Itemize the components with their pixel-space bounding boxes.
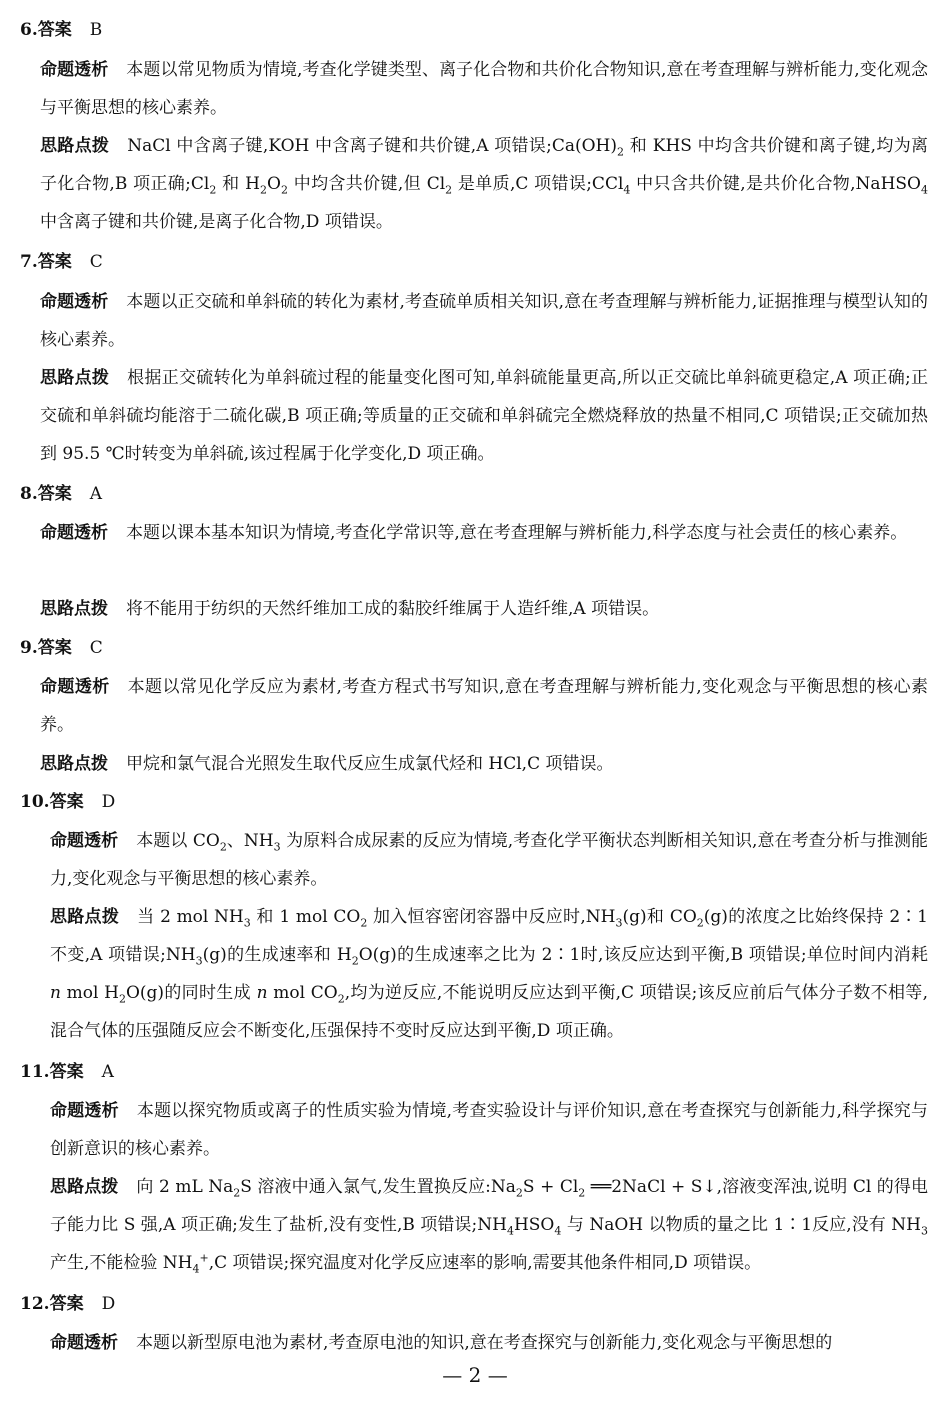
hint-text: 当 2 mol $NH_3$ 和 1 mol $CO_2$ 加入恒容密闭容器中反应时$,NH_3(g)$和 $CO_2(g)$的浓度之比始终保持 2∶1 不变,A 项错误$;NH_3(g)$的生成速率和 $H_2O(g)$的生成速率之比为 2∶1时,该反应达到平衡,B 项错误;单位时间内消耗 n mol $H_2O(g)$的同时生成 n mol $CO_2$,均为逆反应,不能说明反应达到平衡,C 项错误;该反应前后气体分子数不相等,混合气体的压强随反应会不断变化,压强保持不变时反应达到平衡,D 项正确。: [50, 907, 928, 1041]
question-number: 10.: [20, 792, 50, 812]
answer-value: A: [101, 1062, 114, 1082]
question-8-hint: [40, 590, 928, 628]
analysis-text: 本题以常见物质为情境,考查化学键类型、离子化合物和共价化合物知识,意在考查理解与辨析能力,变化观念与平衡思想的核心素养。: [40, 60, 928, 118]
analysis-label: 命题透析: [50, 1333, 118, 1353]
question-11-hint: [50, 1168, 928, 1282]
answer-value: D: [101, 792, 116, 812]
question-10-analysis: [50, 822, 928, 898]
answer-label: 答案: [37, 484, 72, 504]
analysis-text: 本题以新型原电池为素材,考查原电池的知识,意在考查探究与创新能力,变化观念与平衡思想的: [136, 1333, 833, 1353]
question-8-header: [20, 482, 102, 506]
question-number: 8.: [20, 484, 38, 504]
question-11-analysis: [50, 1092, 928, 1168]
question-9-header: [20, 636, 103, 660]
answer-value: B: [89, 20, 103, 40]
answer-label: 答案: [49, 1294, 84, 1314]
answer-value: C: [89, 252, 103, 272]
question-6-hint: [40, 127, 928, 241]
analysis-label: 命题透析: [40, 292, 109, 312]
hint-text: 向 2 mL $Na_2S$ 溶液中通入氯气,发生置换反应$:Na_2S + Cl_2$ ══2NaCl + S↓,溶液变浑浊,说明 Cl 的得电子能力比 S 强,A 项正确;发生了盐析,没有变性,B 项错误$;NH_4HSO_4$ 与 NaOH 以物质的量之比 1∶1反应,没有 $NH_3$ 产生,不能检验 $NH_4^+,C$ 项错误;探究温度对化学反应速率的影响,需要其他条件相同,D 项错误。: [50, 1177, 929, 1276]
question-number: 9.: [20, 638, 38, 658]
question-7-header: [20, 250, 103, 274]
analysis-text: 本题以正交硫和单斜硫的转化为素材,考查硫单质相关知识,意在考查理解与辨析能力,证据推理与模型认知的核心素养。: [40, 292, 928, 350]
question-9-hint: [40, 745, 928, 783]
answer-value: C: [89, 638, 103, 658]
answer-label: 答案: [37, 20, 72, 40]
answer-label: 答案: [49, 1062, 84, 1082]
hint-label: 思路点拨: [40, 368, 110, 388]
hint-text: NaCl 中含离子键,KOH 中含离子键和共价键,A 项错误$;Ca(OH)_2$ 和 KHS 中均含共价键和离子键,均为离子化合物,B 项正确$;Cl_2$ 和 $H_2O_2$ 中均含共价键,但 $Cl_2$ 是单质,C 项错误;CCl$_4$ 中只含共价键,是共价化合物,NaHSO$_4$ 中含离子键和共价键,是离子化合物,D 项错误。: [40, 136, 929, 232]
answer-label: 答案: [49, 792, 84, 812]
analysis-text: 本题以常见化学反应为素材,考查方程式书写知识,意在考查理解与辨析能力,变化观念与平衡思想的核心素养。: [40, 677, 929, 735]
question-10-header: [20, 790, 115, 814]
page-number: — 2 —: [442, 1363, 508, 1387]
answer-label: 答案: [37, 252, 72, 272]
question-10-hint: [50, 898, 928, 1050]
analysis-label: 命题透析: [50, 1101, 119, 1121]
hint-text: 根据正交硫转化为单斜硫过程的能量变化图可知,单斜硫能量更高,所以正交硫比单斜硫更稳定,A 项正确;正交硫和单斜硫均能溶于二硫化碳,B 项正确;等质量的正交硫和单斜硫完全燃烧释放的热量不相同,C 项错误;正交硫加热到 95.5 ℃时转变为单斜硫,该过程属于化学变化,D 项正确。: [40, 368, 929, 464]
hint-label: 思路点拨: [40, 754, 108, 774]
question-7-hint: [40, 359, 928, 473]
analysis-label: 命题透析: [40, 677, 110, 697]
answer-value: D: [101, 1294, 116, 1314]
question-6-analysis: [40, 51, 928, 127]
hint-text: 将不能用于纺织的天然纤维加工成的黏胶纤维属于人造纤维,A 项错误。: [126, 599, 660, 619]
hint-label: 思路点拨: [50, 907, 120, 927]
question-number: 11.: [20, 1062, 50, 1082]
analysis-label: 命题透析: [50, 831, 119, 851]
question-12-analysis: [50, 1324, 928, 1362]
question-number: 7.: [20, 252, 38, 272]
question-9-analysis: [40, 668, 928, 744]
question-7-analysis: [40, 283, 928, 359]
hint-label: 思路点拨: [40, 136, 110, 156]
question-8-analysis: [40, 514, 928, 552]
question-12-header: [20, 1292, 115, 1316]
question-number: 12.: [20, 1294, 50, 1314]
analysis-text: 本题以 $CO_2$、$NH_3$ 为原料合成尿素的反应为情境,考查化学平衡状态判断相关知识,意在考查分析与推测能力,变化观念与平衡思想的核心素养。: [50, 831, 928, 889]
hint-label: 思路点拨: [40, 599, 108, 619]
analysis-text: 本题以探究物质或离子的性质实验为情境,考查实验设计与评价知识,意在考查探究与创新能力,科学探究与创新意识的核心素养。: [50, 1101, 929, 1159]
question-6-header: [20, 18, 102, 42]
question-number: 6.: [20, 20, 38, 40]
hint-text: 甲烷和氯气混合光照发生取代反应生成氯代烃和 HCl,C 项错误。: [126, 754, 614, 774]
question-11-header: [20, 1060, 114, 1084]
analysis-label: 命题透析: [40, 523, 108, 543]
analysis-text: 本题以课本基本知识为情境,考查化学常识等,意在考查理解与辨析能力,科学态度与社会责任的核心素养。: [126, 523, 908, 543]
analysis-label: 命题透析: [40, 60, 109, 80]
answer-label: 答案: [37, 638, 72, 658]
answer-value: A: [89, 484, 103, 504]
hint-label: 思路点拨: [50, 1177, 119, 1197]
